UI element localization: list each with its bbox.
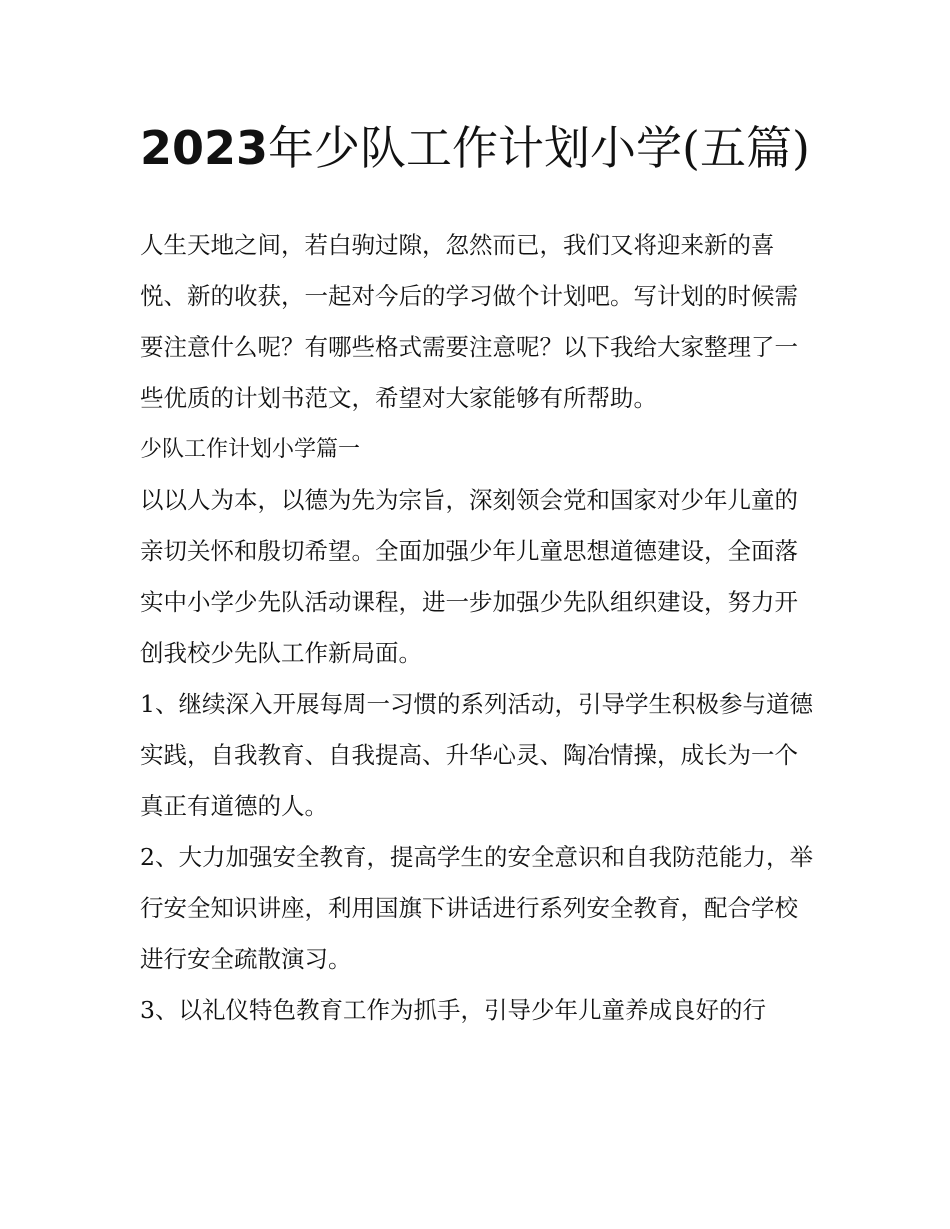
section-heading: 少队工作计划小学篇一 [140, 437, 361, 462]
list-item-3: 3、以礼仪特色教育工作为抓手，引导少年儿童养成良好的行 [140, 996, 766, 1024]
document-page [140, 112, 815, 1036]
intro-paragraph: 人生天地之间，若白驹过隙，忽然而已，我们又将迎来新的喜悦、新的收获，一起对今后的学习做个计划吧。写计划的时候需要注意什么呢？有哪些格式需要注意呢？以下我给大家整理了一些优质的计划书范文，希望对大家能够有所帮助。 [140, 231, 798, 412]
title-text: 年少队工作计划小学(五篇) [268, 121, 810, 175]
list-item-2: 2、大力加强安全教育，提高学生的安全意识和自我防范能力，举行安全知识讲座，利用国旗下讲话进行系列安全教育，配合学校进行安全疏散演习。 [140, 843, 813, 973]
title-year: 2023 [140, 121, 269, 175]
list-item-1: 1、继续深入开展每周一习惯的系列活动，引导学生积极参与道德实践，自我教育、自我提高、升华心灵、陶冶情操，成长为一个真正有道德的人。 [140, 690, 813, 820]
document-title [140, 112, 815, 184]
section-intro-paragraph: 以以人为本，以德为先为宗旨，深刻领会党和国家对少年儿童的亲切关怀和殷切希望。全面加强少年儿童思想道德建设，全面落实中小学少先队活动课程，进一步加强少先队组织建设，努力开创我校少先队工作新局面。 [140, 486, 798, 667]
